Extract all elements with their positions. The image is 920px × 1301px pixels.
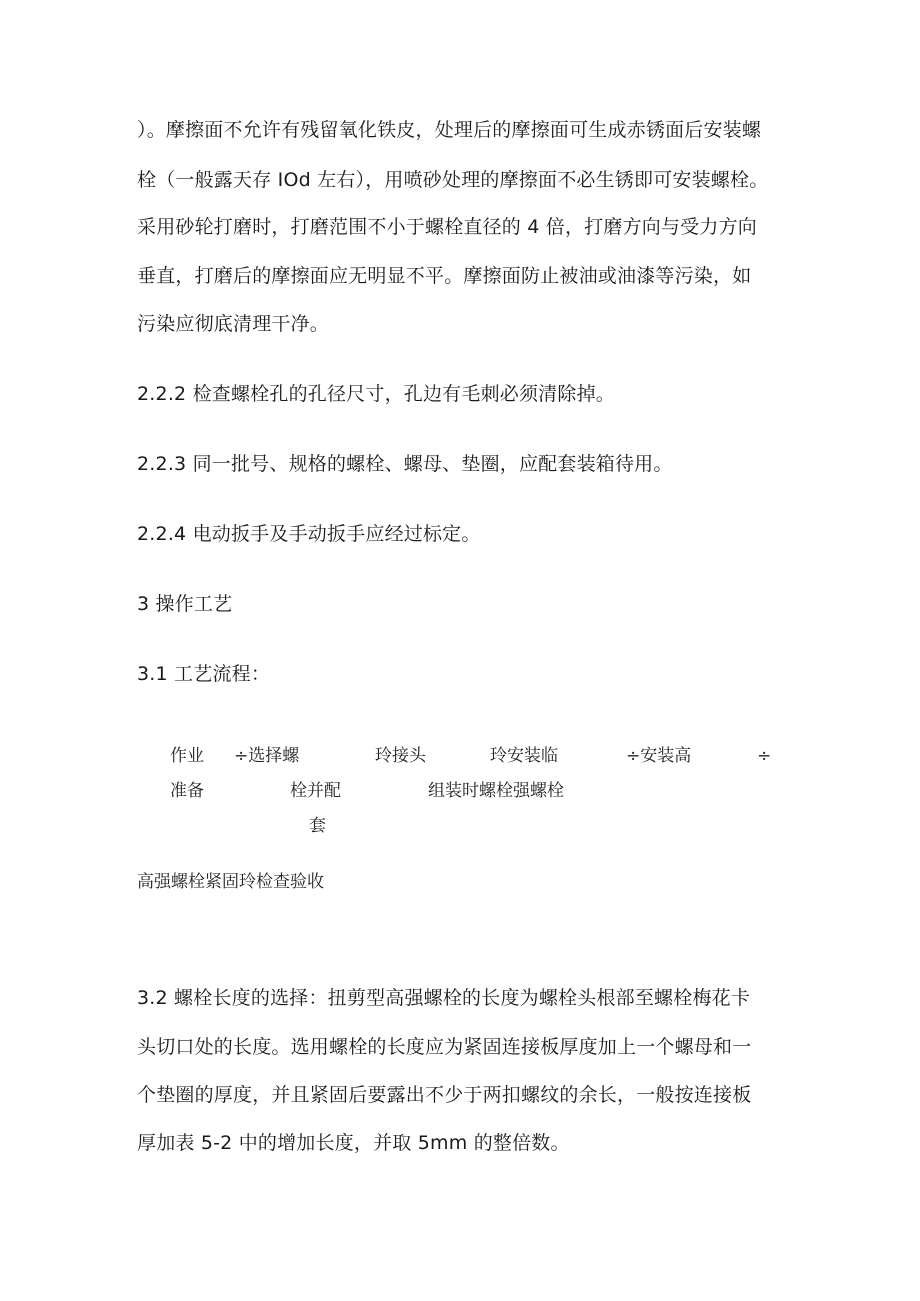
section-3-heading: 3 操作工艺 xyxy=(137,593,233,615)
flow-step-1-top: 作业 xyxy=(170,746,204,766)
item-2-2-2: 2.2.2 检查螺栓孔的孔径尺寸，孔边有毛刺必须清除掉。 xyxy=(137,383,615,405)
flow-arrow-end: ÷ xyxy=(757,746,772,766)
flow-step-5-top: ÷安装高 xyxy=(626,746,692,766)
flow-step-3-top: 玲接头 xyxy=(375,746,426,766)
section-3-2-line-1: 3.2 螺栓长度的选择：扭剪型高强螺栓的长度为螺栓头根部至螺栓梅花卡 xyxy=(137,987,751,1009)
flow-tail: 高强螺栓紧固玲检查验收 xyxy=(137,872,324,892)
flow-step-4-top: 玲安装临 xyxy=(490,746,558,766)
section-3-2-line-4: 厚加表 5-2 中的增加长度，并取 5mm 的整倍数。 xyxy=(137,1132,570,1154)
paragraph-1-line-5: 污染应彻底清理干净。 xyxy=(137,313,330,335)
paragraph-1-line-2: 栓（一般露天存 IOd 左右），用喷砂处理的摩擦面不必生锈即可安装螺栓。 xyxy=(137,169,769,191)
paragraph-1-line-1: ）。摩擦面不允许有残留氧化铁皮，处理后的摩擦面可生成赤锈面后安装螺 xyxy=(137,119,762,141)
paragraph-1-line-4: 垂直，打磨后的摩擦面应无明显不平。摩擦面防止被油或油漆等污染，如 xyxy=(137,265,752,287)
flow-step-2-top: ÷选择螺 xyxy=(234,746,300,766)
section-3-2-line-2: 头切口处的长度。选用螺栓的长度应为紧固连接板厚度加上一个螺母和一 xyxy=(137,1036,752,1058)
item-2-2-4: 2.2.4 电动扳手及手动扳手应经过标定。 xyxy=(137,523,481,545)
section-3-2-line-3: 个垫圈的厚度，并且紧固后要露出不少于两扣螺纹的余长，一般按连接板 xyxy=(137,1084,752,1106)
flow-step-1-bottom: 准备 xyxy=(170,781,204,801)
item-2-2-3: 2.2.3 同一批号、规格的螺栓、螺母、垫圈，应配套装箱待用。 xyxy=(137,453,673,475)
flow-step-2-middle: 栓并配 xyxy=(290,781,341,801)
flow-step-3-4-5-bottom: 组装时螺栓强螺栓 xyxy=(428,781,564,801)
flow-step-2-bottom: 套 xyxy=(309,816,326,836)
section-3-1-heading: 3.1 工艺流程： xyxy=(137,663,271,685)
paragraph-1-line-3: 采用砂轮打磨时，打磨范围不小于螺栓直径的 4 倍，打磨方向与受力方向 xyxy=(137,216,757,238)
